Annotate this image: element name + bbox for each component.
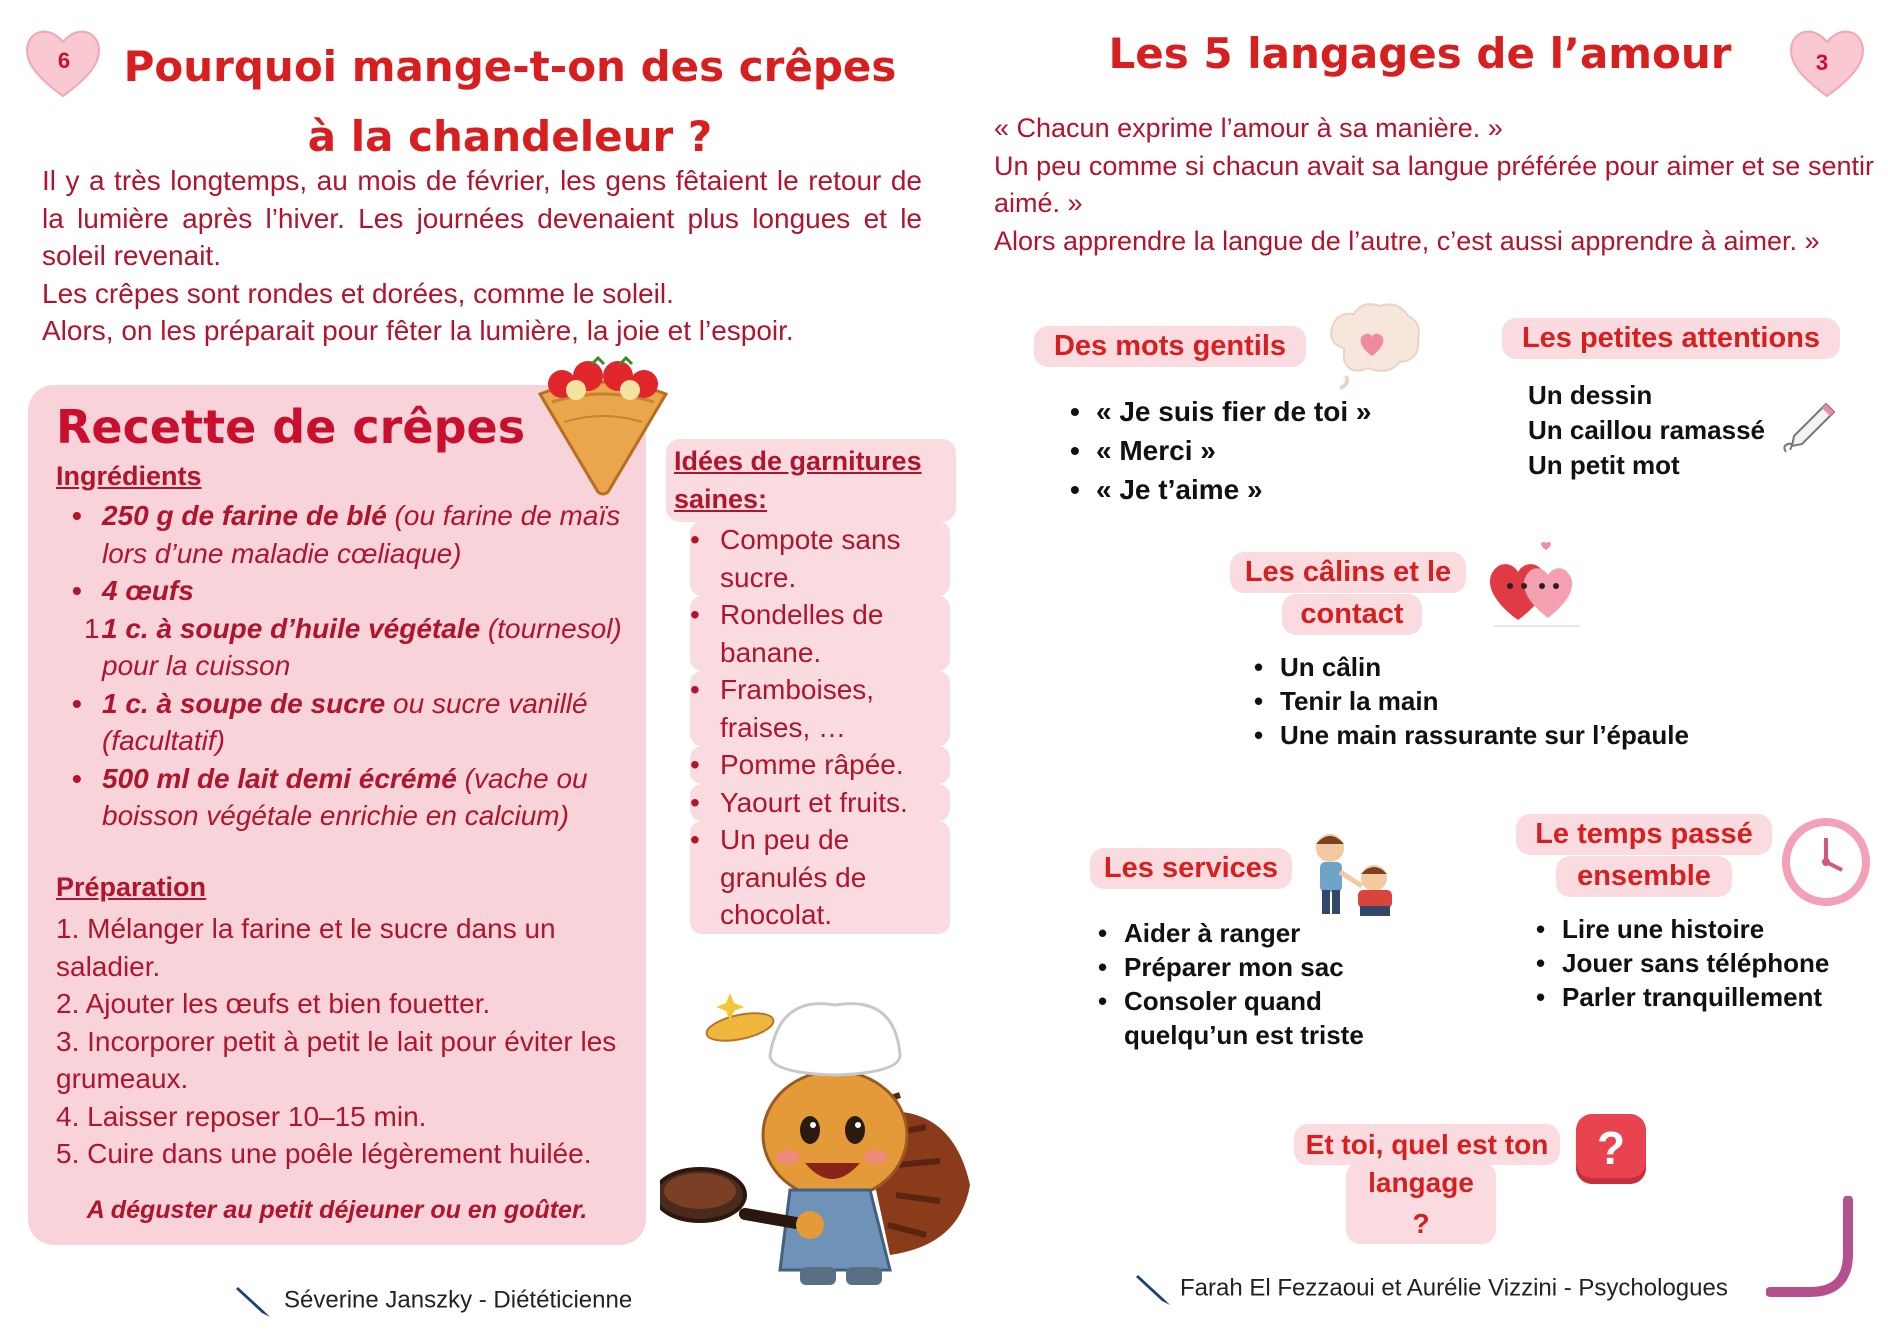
page-title-right: Les 5 langages de l’amour (1108, 29, 1732, 78)
list-item: 2. Ajouter les œufs et bien fouetter. (56, 988, 491, 1019)
intro-quote: « Chacun exprime l’amour à sa manière. » Un peu comme si chacun avait sa langue préférée pour aimer et se sentir aimé. » Alors apprendre la langue de l’autre, c’est aussi apprendre à aimer. » (994, 113, 1874, 256)
pen-icon (1134, 1271, 1174, 1307)
pencil-icon (1780, 398, 1840, 454)
list-item: • Un peu de granulés de chocolat. (690, 821, 950, 934)
list-item: 1. Mélanger la farine et le sucre dans un saladier. (56, 913, 556, 982)
section-services-title: Les services (1090, 848, 1292, 889)
list-item: • Une main rassurante sur l’épaule (1250, 718, 1689, 752)
hugging-hearts-icon (1484, 540, 1584, 630)
list-item: • Un câlin (1250, 650, 1689, 684)
list-item: • Consoler quand quelqu’un est triste (1094, 984, 1394, 1052)
section-petites-attentions-title: Les petites attentions (1502, 318, 1840, 359)
list-item: Un dessin (1528, 380, 1653, 410)
list-item: • 1 c. à soupe de sucre ou sucre vanillé (facultatif) (60, 685, 650, 760)
footer-right: Farah El Fezzaoui et Aurélie Vizzini - Psychologues (1178, 1271, 1728, 1307)
mots-gentils-list (1066, 392, 1371, 509)
list-item: • 4 œufs (60, 572, 650, 610)
footer-left: Séverine Janszky - Diététicienne (284, 1283, 632, 1319)
preparation-heading: Préparation (56, 872, 207, 902)
list-item: • Préparer mon sac (1094, 950, 1394, 984)
page-title-left: Pourquoi mange-t-on des crêpes à la chandeleur ? (123, 42, 897, 161)
recipe-closing: A déguster au petit déjeuner ou en goûter. (86, 1196, 588, 1224)
calins-list (1250, 650, 1689, 752)
list-item: • Rondelles de banane. (690, 596, 950, 671)
list-item: 1. 1 c. à soupe d’huile végétale (tournesol) pour la cuisson (84, 612, 622, 681)
section-temps-title: Le temps passé (1516, 814, 1772, 855)
list-item: • Tenir la main (1250, 684, 1689, 718)
kids-helping-illustration (1300, 826, 1404, 926)
question-line1: Et toi, quel est ton (1294, 1124, 1560, 1165)
speech-bubble-icon (1324, 298, 1424, 390)
list-item: • Yaourt et fruits. (690, 784, 950, 822)
list-item: • Compote sans sucre. (690, 521, 950, 596)
pen-icon (234, 1283, 274, 1319)
list-item: • Jouer sans téléphone (1532, 946, 1829, 980)
services-list (1094, 916, 1394, 1052)
list-item: • Pomme râpée. (690, 746, 950, 784)
ingredients-list (60, 497, 650, 835)
garnitures-heading: Idées de garnitures saines: (666, 439, 956, 522)
intro-text: Il y a très longtemps, au mois de février, les gens fêtaient le retour de la lumière après l’hiver. Les journées devenaient plus longues et le soleil revenait. Les crêpes sont rondes et dorées, comme le soleil. Alors, on les préparait pour fêter la lumière, la joie et l’espoir. (42, 165, 922, 346)
section-temps-title-line2: ensemble (1556, 856, 1732, 897)
question-mark-icon: ? (1576, 1114, 1646, 1184)
list-item: 5. Cuire dans une poêle légèrement huilée. (56, 1138, 592, 1169)
list-item: • 500 ml de lait demi écrémé (vache ou boisson végétale enrichie en calcium) (60, 760, 650, 835)
list-item: • Aider à ranger (1094, 916, 1394, 950)
list-item: • Lire une histoire (1532, 912, 1829, 946)
ingredients-heading: Ingrédients (56, 461, 202, 491)
list-item: • Framboises, fraises, … (690, 671, 950, 746)
petites-attentions-list (1528, 378, 1765, 483)
list-item: • « Merci » (1066, 431, 1371, 470)
list-item: Un petit mot (1528, 450, 1680, 480)
temps-list (1532, 912, 1829, 1014)
list-item: • 250 g de farine de blé (ou farine de maïs lors d’une maladie cœliaque) (60, 497, 650, 572)
section-mots-gentils-title: Des mots gentils (1034, 326, 1306, 367)
page-number-left: 6 (22, 22, 94, 94)
page-number-right: 3 (1786, 22, 1858, 94)
list-item: 4. Laisser reposer 10–15 min. (56, 1100, 427, 1132)
hedgehog-chef-illustration (660, 985, 1010, 1285)
decorative-hook (1766, 1196, 1862, 1300)
section-calins-title-line2: contact (1282, 594, 1422, 635)
list-item: • « Je t’aime » (1066, 470, 1371, 509)
section-calins-title: Les câlins et le (1230, 552, 1466, 593)
list-item: 3. Incorporer petit à petit le lait pour éviter les grumeaux. (56, 1025, 617, 1094)
garnitures-list (690, 521, 950, 934)
question-line2: langage ? (1346, 1162, 1496, 1244)
list-item: Un caillou ramassé (1528, 415, 1765, 445)
preparation-steps (56, 910, 646, 1173)
recipe-title: Recette de crêpes (56, 400, 526, 454)
crepe-icon (532, 356, 674, 498)
clock-icon (1778, 814, 1874, 910)
list-item: • Parler tranquillement (1532, 980, 1829, 1014)
list-item: • « Je suis fier de toi » (1066, 392, 1371, 431)
